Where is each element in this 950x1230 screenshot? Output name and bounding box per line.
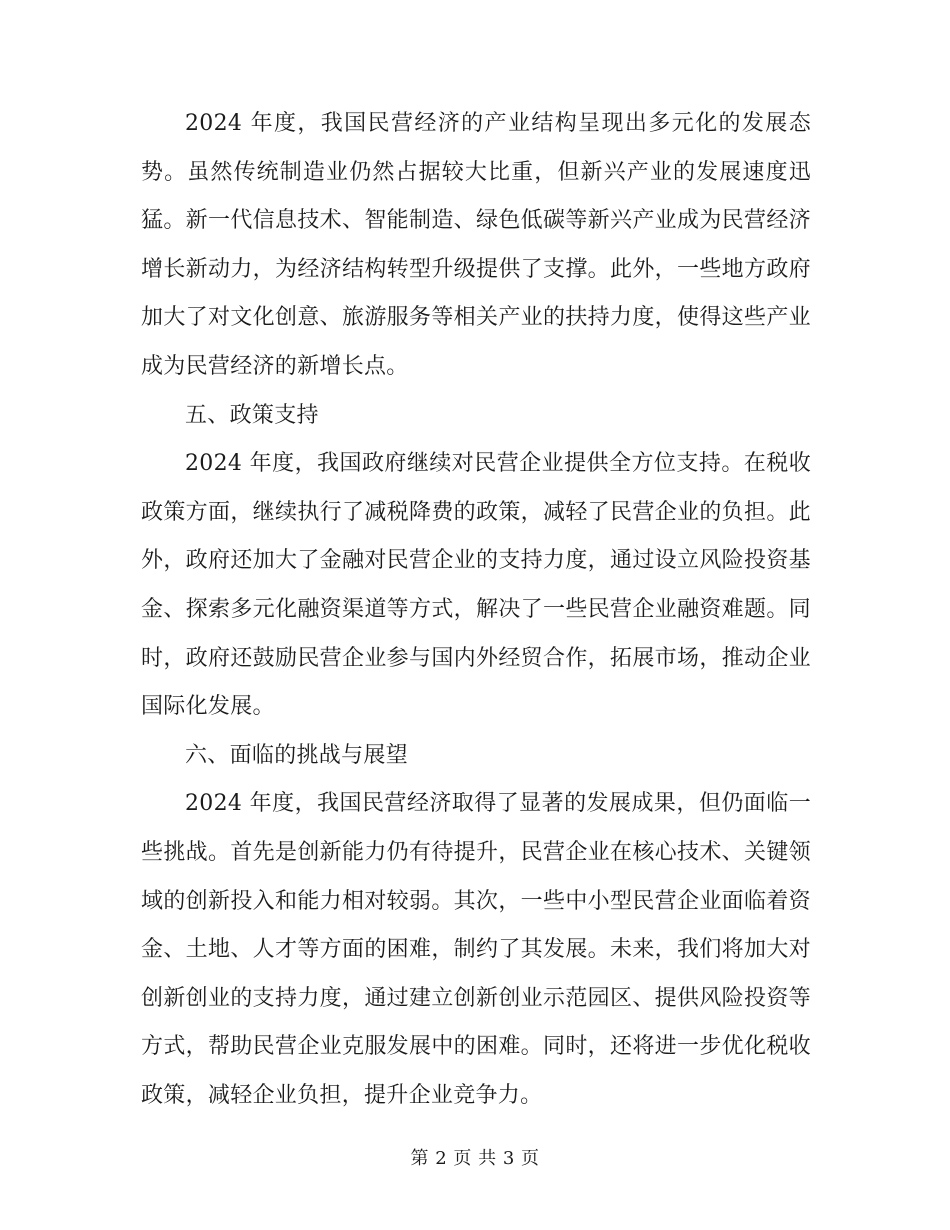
paragraph-policy-support: 2024 年度，我国政府继续对民营企业提供全方位支持。在税收政策方面，继续执行了减税降费的政策，减轻了民营企业的负担。此外，政府还加大了金融对民营企业的支持力度，通过设立风险投资基金、探索多元化融资渠道等方式，解决了一些民营企业融资难题。同时，政府还鼓励民营企业参与国内外经贸合作，拓展市场，推动企业国际化发展。 [141, 451, 811, 720]
document-body [141, 100, 811, 1120]
paragraph-challenges-outlook: 2024 年度，我国民营经济取得了显著的发展成果，但仍面临一些挑战。首先是创新能力仍有待提升，民营企业在核心技术、关键领域的创新投入和能力相对较弱。其次，一些中小型民营企业面临着资金、土地、人才等方面的困难，制约了其发展。未来，我们将加大对创新创业的支持力度，通过建立创新创业示范园区、提供风险投资等方式，帮助民营企业克服发展中的困难。同时，还将进一步优化税收政策，减轻企业负担，提升企业竞争力。 [141, 791, 811, 1108]
section-heading-challenges-outlook: 六、面临的挑战与展望 [185, 742, 409, 768]
paragraph-industry-structure: 2024 年度，我国民营经济的产业结构呈现出多元化的发展态势。虽然传统制造业仍然占据较大比重，但新兴产业的发展速度迅猛。新一代信息技术、智能制造、绿色低碳等新兴产业成为民营经济增长新动力，为经济结构转型升级提供了支撑。此外，一些地方政府加大了对文化创意、旅游服务等相关产业的扶持力度，使得这些产业成为民营经济的新增长点。 [141, 111, 811, 379]
section-heading-policy-support: 五、政策支持 [185, 402, 319, 428]
page-number-footer: 第 2 页 共 3 页 [410, 1148, 540, 1169]
